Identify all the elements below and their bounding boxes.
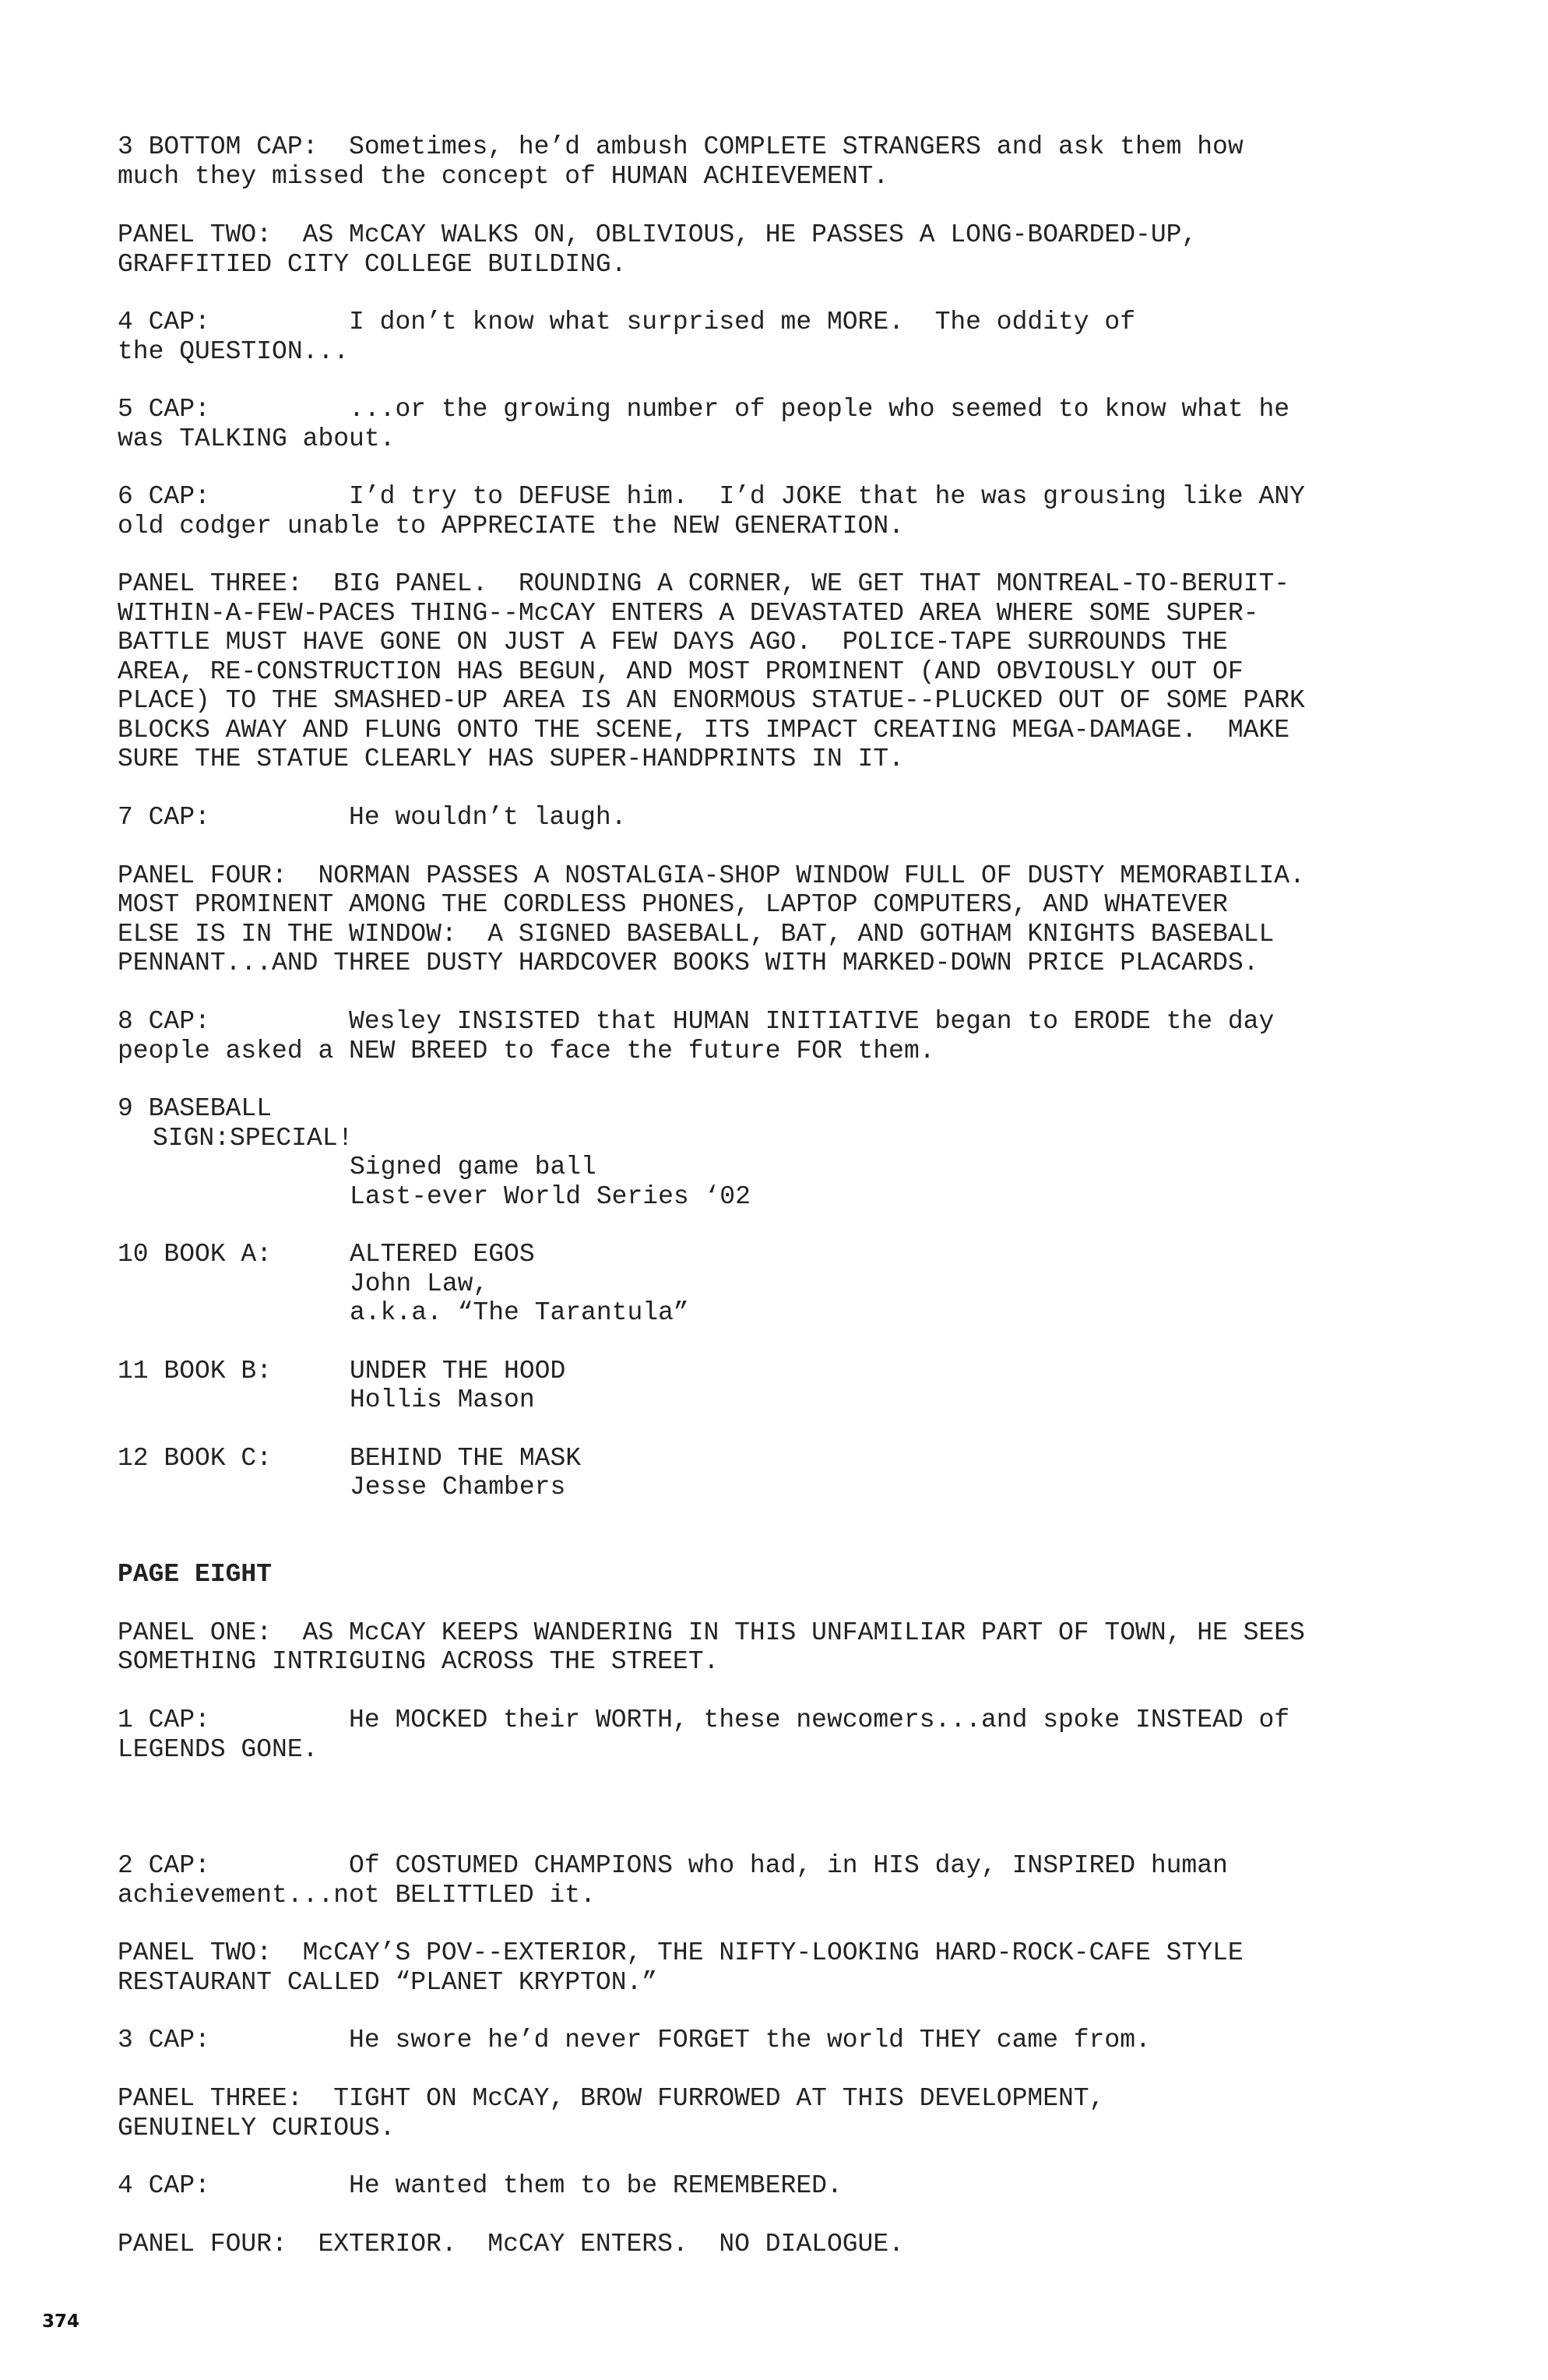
panel-one-description-line: SOMETHING INTRIGUING ACROSS THE STREET. xyxy=(118,1647,719,1676)
panel-three-description-line: AREA, RE-CONSTRUCTION HAS BEGUN, AND MOST PROMINENT (AND OBVIOUSLY OUT OF xyxy=(118,657,1244,686)
caption-2-line: 2 CAP: Of COSTUMED CHAMPIONS who had, in HIS day, INSPIRED human xyxy=(118,1851,1228,1880)
panel-three-description-line: BATTLE MUST HAVE GONE ON JUST A FEW DAYS AGO. POLICE-TAPE SURROUNDS THE xyxy=(118,628,1228,657)
caption-4-line: 4 CAP: I don’t know what surprised me MORE. The oddity of xyxy=(118,308,1136,336)
panel-two-description-line: PANEL TWO: McCAY’S POV--EXTERIOR, THE NIFTY-LOOKING HARD-ROCK-CAFE STYLE xyxy=(118,1938,1244,1967)
panel-two-description-line: RESTAURANT CALLED “PLANET KRYPTON.” xyxy=(118,1968,658,1997)
panel-four-description-line: PANEL FOUR: EXTERIOR. McCAY ENTERS. NO DIALOGUE. xyxy=(118,2230,904,2259)
panel-four-description-line: PENNANT...AND THREE DUSTY HARDCOVER BOOKS WITH MARKED-DOWN PRICE PLACARDS. xyxy=(118,949,1259,977)
caption-6-line: 6 CAP: I’d try to DEFUSE him. I’d JOKE that he was grousing like ANY xyxy=(118,482,1305,511)
caption-5-line: 5 CAP: ...or the growing number of people who seemed to know what he xyxy=(118,395,1290,424)
caption-3-bottom-line: much they missed the concept of HUMAN ACHIEVEMENT. xyxy=(118,162,889,191)
book-b-label: 11 BOOK B: xyxy=(118,1357,273,1385)
book-c-label: 12 BOOK C: xyxy=(118,1444,273,1473)
book-b-text: Hollis Mason xyxy=(350,1385,535,1414)
book-a-text: John Law, xyxy=(350,1269,489,1298)
page-number: 374 xyxy=(42,2311,80,2332)
book-a-label: 10 BOOK A: xyxy=(118,1240,273,1269)
panel-three-description-line: PANEL THREE: BIG PANEL. ROUNDING A CORNER, WE GET THAT MONTREAL-TO-BERUIT- xyxy=(118,569,1290,598)
caption-8-line: 8 CAP: Wesley INSISTED that HUMAN INITIATIVE began to ERODE the day xyxy=(118,1007,1275,1036)
caption-1-line: 1 CAP: He MOCKED their WORTH, these newcomers...and spoke INSTEAD of xyxy=(118,1706,1290,1734)
panel-three-description-line: PLACE) TO THE SMASHED-UP AREA IS AN ENORMOUS STATUE--PLUCKED OUT OF SOME PARK xyxy=(118,686,1305,715)
panel-three-description-line: BLOCKS AWAY AND FLUNG ONTO THE SCENE, ITS IMPACT CREATING MEGA-DAMAGE. MAKE xyxy=(118,716,1290,745)
panel-two-description-line: GRAFFITIED CITY COLLEGE BUILDING. xyxy=(118,250,627,279)
book-a-text: ALTERED EGOS xyxy=(350,1240,535,1269)
caption-4-line: the QUESTION... xyxy=(118,337,350,366)
baseball-sign-label: 9 BASEBALL xyxy=(118,1094,273,1123)
panel-four-description-line: ELSE IS IN THE WINDOW: A SIGNED BASEBALL, BAT, AND GOTHAM KNIGHTS BASEBALL xyxy=(118,920,1275,949)
caption-6-line: old codger unable to APPRECIATE the NEW GENERATION. xyxy=(118,512,904,540)
page-heading: PAGE EIGHT xyxy=(118,1560,273,1589)
book-c-text: Jesse Chambers xyxy=(350,1473,566,1502)
panel-one-description-line: PANEL ONE: AS McCAY KEEPS WANDERING IN THIS UNFAMILIAR PART OF TOWN, HE SEES xyxy=(118,1618,1305,1647)
caption-7-line: 7 CAP: He wouldn’t laugh. xyxy=(118,803,627,832)
book-a-text: a.k.a. “The Tarantula” xyxy=(350,1298,689,1327)
caption-5-line: was TALKING about. xyxy=(118,424,396,453)
caption-2-line: achievement...not BELITTLED it. xyxy=(118,1881,596,1910)
panel-three-description-line: GENUINELY CURIOUS. xyxy=(118,2114,396,2142)
caption-4-line: 4 CAP: He wanted them to be REMEMBERED. xyxy=(118,2171,843,2200)
panel-three-description-line: PANEL THREE: TIGHT ON McCAY, BROW FURROWED AT THIS DEVELOPMENT, xyxy=(118,2084,1105,2113)
panel-three-description-line: SURE THE STATUE CLEARLY HAS SUPER-HANDPRINTS IN IT. xyxy=(118,745,904,773)
baseball-sign-text: SIGN:SPECIAL! xyxy=(153,1124,354,1153)
baseball-sign-text: Signed game ball xyxy=(350,1153,596,1181)
book-b-text: UNDER THE HOOD xyxy=(350,1357,566,1385)
panel-four-description-line: PANEL FOUR: NORMAN PASSES A NOSTALGIA-SHOP WINDOW FULL OF DUSTY MEMORABILIA. xyxy=(118,861,1305,890)
caption-8-line: people asked a NEW BREED to face the future FOR them. xyxy=(118,1037,935,1065)
caption-3-line: 3 CAP: He swore he’d never FORGET the world THEY came from. xyxy=(118,2026,1151,2054)
panel-four-description-line: MOST PROMINENT AMONG THE CORDLESS PHONES, LAPTOP COMPUTERS, AND WHATEVER xyxy=(118,890,1228,919)
book-c-text: BEHIND THE MASK xyxy=(350,1444,582,1473)
panel-three-description-line: WITHIN-A-FEW-PACES THING--McCAY ENTERS A DEVASTATED AREA WHERE SOME SUPER- xyxy=(118,599,1259,628)
panel-two-description-line: PANEL TWO: AS McCAY WALKS ON, OBLIVIOUS, HE PASSES A LONG-BOARDED-UP, xyxy=(118,220,1198,249)
baseball-sign-text: Last-ever World Series ‘02 xyxy=(350,1182,751,1211)
caption-3-bottom-line: 3 BOTTOM CAP: Sometimes, he’d ambush COMPLETE STRANGERS and ask them how xyxy=(118,132,1244,161)
caption-1-line: LEGENDS GONE. xyxy=(118,1735,318,1764)
